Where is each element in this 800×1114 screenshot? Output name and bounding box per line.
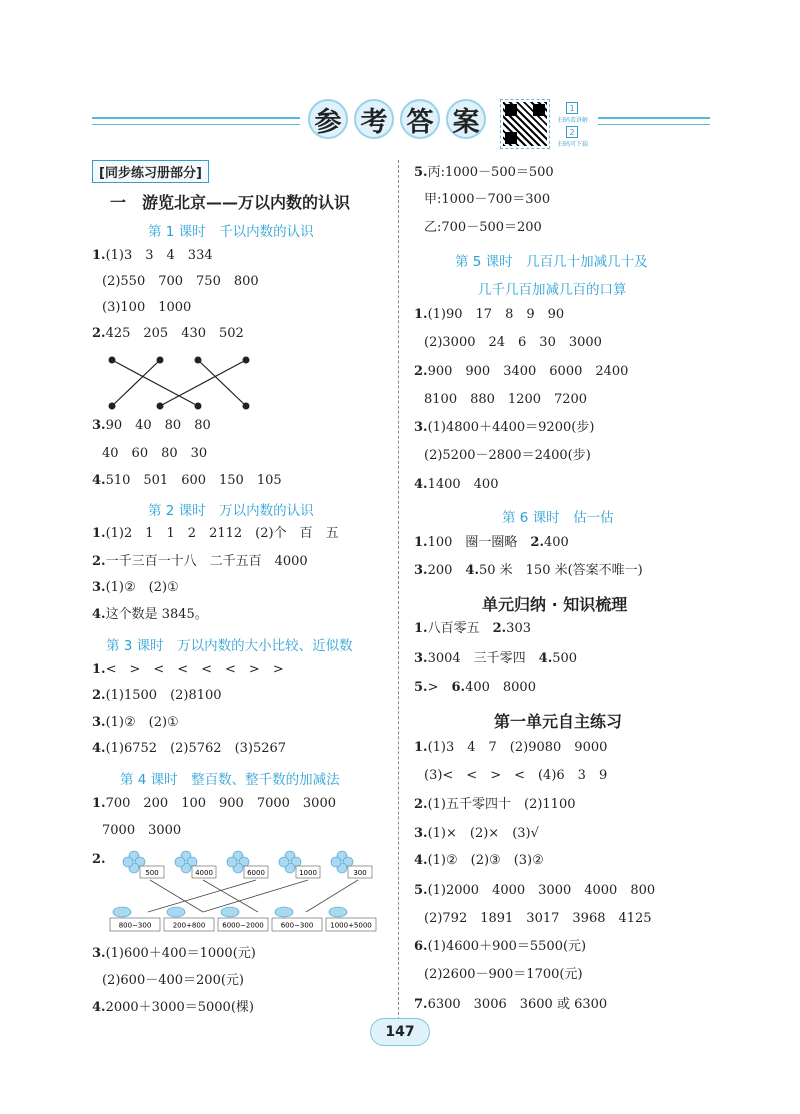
- svg-text:4000: 4000: [195, 869, 213, 877]
- answer-line: [414, 853, 544, 869]
- leaf-card: [326, 907, 376, 931]
- practice-title: 第一单元自主练习: [494, 712, 623, 731]
- answer-line: [414, 883, 655, 899]
- answer-text: 丙:1000－500＝500: [427, 165, 554, 180]
- question-number: 4.: [92, 741, 106, 756]
- answer-text: (1)② (2)①: [105, 580, 179, 595]
- answer-line: [414, 165, 554, 181]
- match-line: [160, 360, 246, 406]
- answer-line: [414, 680, 536, 696]
- answer-text: 40 60 80 30: [102, 446, 208, 461]
- answer-text: (1)6752 (2)5762 (3)5267: [105, 741, 287, 756]
- answer-text: (1)600＋400＝1000(元): [105, 946, 256, 961]
- question-number: 3.: [92, 946, 106, 961]
- question-number: 6.: [451, 680, 466, 695]
- question-number: 1.: [92, 662, 106, 677]
- question-number: 1.: [92, 796, 106, 811]
- answer-line: [92, 715, 179, 731]
- qr-step-2: 2: [566, 126, 578, 138]
- answer-line: [102, 274, 259, 290]
- lesson-heading: 第 2 课时 万以内数的认识: [148, 503, 314, 519]
- question-number: 3.: [414, 420, 428, 435]
- question-number: 2.: [92, 326, 106, 341]
- answer-text: 1400 400: [427, 477, 499, 492]
- answer-text: 8100 880 1200 7200: [424, 392, 588, 407]
- page-number: 147: [370, 1018, 430, 1046]
- page-title: [308, 99, 486, 139]
- answer-text: (3)< < > < (4)6 3 9: [424, 768, 608, 783]
- answer-text: 510 501 600 150 105: [105, 473, 282, 488]
- answer-text: 500: [552, 651, 578, 666]
- question-number: 4.: [465, 563, 479, 578]
- answer-line: [102, 446, 207, 462]
- flower-card: [175, 851, 216, 878]
- question-number: 2.: [530, 535, 544, 550]
- question-number: 2.: [92, 554, 106, 569]
- question-number: 2.: [414, 364, 428, 379]
- answer-text: 6300 3006 3600 或 6300: [427, 997, 608, 1012]
- svg-text:200+800: 200+800: [172, 921, 206, 930]
- header-rule-left-bottom: [92, 124, 300, 125]
- svg-text:300: 300: [353, 869, 367, 877]
- flower-card: [227, 851, 268, 878]
- answer-line: [92, 418, 211, 434]
- question-number: 2.: [92, 852, 106, 867]
- answer-line: [424, 192, 550, 208]
- answer-text: 甲:1000－700＝300: [424, 192, 551, 207]
- question-number: 5.: [414, 165, 428, 180]
- answer-line: [92, 326, 244, 342]
- title-char: 案: [446, 99, 486, 139]
- answer-line: [414, 997, 607, 1013]
- answer-line: [414, 826, 539, 842]
- answer-line: [92, 248, 213, 264]
- answer-line: [414, 420, 594, 436]
- answer-line: [92, 662, 284, 678]
- answer-text: 303: [506, 621, 531, 636]
- answer-text: < > < < < < > >: [105, 662, 284, 677]
- flower-card: [123, 851, 164, 878]
- answer-line: [92, 580, 179, 596]
- question-number: 5.: [414, 883, 428, 898]
- answer-line: [424, 392, 587, 408]
- answer-text: 90 40 80 80: [105, 418, 211, 433]
- question-number: 6.: [414, 939, 428, 954]
- answer-line: [92, 741, 286, 757]
- answer-text: (1)4800＋4400＝9200(步): [427, 420, 595, 435]
- answer-text: (1)2 1 1 2 2112 (2)个 百 五: [105, 526, 339, 541]
- question-number: 3.: [92, 715, 106, 730]
- answer-text: (1)3 4 7 (2)9080 9000: [427, 740, 608, 755]
- header-rule-right-bottom: [598, 124, 710, 125]
- answer-text: (1)3 3 4 334: [105, 248, 213, 263]
- answer-line: [424, 335, 602, 351]
- answer-line: [414, 740, 607, 756]
- lesson-heading: 第 4 课时 整百数、整千数的加减法: [120, 772, 340, 788]
- answer-line: [414, 651, 577, 667]
- answer-line: [92, 852, 106, 868]
- answer-text: 这个数是 3845。: [105, 607, 208, 622]
- svg-text:6000: 6000: [247, 869, 265, 877]
- answer-text: (1)五千零四十 (2)1100: [427, 797, 576, 812]
- flower-card: [331, 851, 372, 878]
- answer-text: 900 900 3400 6000 2400: [427, 364, 629, 379]
- svg-text:1000: 1000: [299, 869, 317, 877]
- answer-line: [414, 621, 531, 637]
- answer-text: 200: [427, 563, 466, 578]
- summary-title: 单元归纳 · 知识梳理: [482, 595, 628, 614]
- answer-line: [414, 477, 498, 493]
- match-line: [306, 880, 358, 912]
- question-number: 2.: [92, 688, 106, 703]
- answer-line: [92, 1000, 254, 1016]
- answer-text: (2)792 1891 3017 3968 4125: [424, 911, 652, 926]
- answer-line: [424, 768, 607, 784]
- answer-line: [92, 796, 336, 812]
- answer-text: (1)1500 (2)8100: [105, 688, 222, 703]
- answer-text: (1)× (2)× (3)√: [427, 826, 539, 841]
- section-tag: [同步练习册部分]: [92, 160, 209, 183]
- answer-text: 400 8000: [465, 680, 536, 695]
- answer-line: [102, 973, 244, 989]
- answer-text: >: [427, 680, 452, 695]
- answer-line: [92, 526, 339, 542]
- answer-line: [414, 535, 569, 551]
- flower-card: [279, 851, 320, 878]
- svg-text:500: 500: [145, 869, 159, 877]
- lesson-heading: 第 5 课时 几百几十加减几十及: [455, 254, 648, 270]
- svg-text:1000+5000: 1000+5000: [330, 921, 372, 930]
- answer-line: [92, 946, 256, 962]
- answer-line: [414, 797, 576, 813]
- svg-text:600−300: 600−300: [280, 921, 314, 930]
- question-number: 3.: [92, 418, 106, 433]
- answer-line: [424, 448, 591, 464]
- lesson-heading: 第 3 课时 万以内数的大小比较、近似数: [106, 638, 353, 654]
- answer-line: [424, 220, 542, 236]
- question-number: 4.: [538, 651, 553, 666]
- answer-line: [414, 939, 586, 955]
- question-number: 4.: [92, 473, 106, 488]
- question-number: 5.: [414, 680, 428, 695]
- answer-text: (3)100 1000: [102, 300, 192, 315]
- answer-line: [414, 563, 643, 579]
- match-line: [148, 880, 256, 912]
- match-line: [198, 360, 246, 406]
- match-line: [112, 360, 198, 406]
- answer-text: (1)90 17 8 9 90: [427, 307, 565, 322]
- answer-text: 3004 三千零四: [427, 651, 539, 666]
- flower-leaf-diagram: [108, 850, 378, 938]
- leaf-card: [272, 907, 322, 931]
- answer-text: 八百零五: [427, 621, 493, 636]
- answer-line: [414, 307, 564, 323]
- question-number: 1.: [414, 621, 428, 636]
- svg-text:800−300: 800−300: [118, 921, 152, 930]
- answer-text: 7000 3000: [102, 823, 182, 838]
- answer-line: [92, 473, 282, 489]
- header-rule-right-top: [598, 117, 710, 119]
- title-char: 答: [400, 99, 440, 139]
- answer-text: 700 200 100 900 7000 3000: [105, 796, 336, 811]
- answer-text: 一千三百一十八 二千五百 4000: [105, 554, 308, 569]
- question-number: 1.: [414, 740, 428, 755]
- question-number: 3.: [414, 651, 428, 666]
- qr-caption-1: 扫码看讲解: [558, 117, 589, 124]
- answer-line: [92, 607, 208, 623]
- lesson-heading: 第 1 课时 千以内数的认识: [148, 224, 314, 240]
- qr-code-icon[interactable]: [500, 99, 550, 149]
- answer-text: 400: [543, 535, 569, 550]
- question-number: 1.: [92, 526, 106, 541]
- answer-text: (2)600－400＝200(元): [102, 973, 244, 988]
- answer-text: (2)3000 24 6 30 3000: [424, 335, 602, 350]
- answer-text: 100 圈一圈略: [427, 535, 531, 550]
- answer-line: [92, 554, 308, 570]
- question-number: 3.: [414, 563, 428, 578]
- answer-text: (1)② (2)③ (3)②: [427, 853, 544, 868]
- qr-step-1: 1: [566, 102, 578, 114]
- leaf-card: [218, 907, 268, 931]
- answer-line: [414, 364, 628, 380]
- match-line: [112, 360, 160, 406]
- answer-text: (1)4600＋900＝5500(元): [427, 939, 587, 954]
- column-divider: [398, 160, 399, 1020]
- answer-text: (2)5200－2800＝2400(步): [424, 448, 591, 463]
- answer-text: (2)2600－900＝1700(元): [424, 967, 583, 982]
- question-number: 3.: [414, 826, 428, 841]
- title-char: 参: [308, 99, 348, 139]
- answer-line: [424, 967, 583, 983]
- answer-line: [92, 688, 222, 704]
- answer-text: 2000＋3000＝5000(棵): [105, 1000, 254, 1015]
- answer-line: [424, 911, 652, 927]
- answer-line: [102, 300, 191, 316]
- match-line: [203, 880, 308, 912]
- matching-diagram: [100, 352, 260, 414]
- svg-text:6000−2000: 6000−2000: [222, 921, 264, 930]
- answer-line: [102, 823, 181, 839]
- question-number: 4.: [92, 607, 106, 622]
- header-rule-left-top: [92, 117, 300, 119]
- answer-text: 乙:700－500＝200: [424, 220, 542, 235]
- lesson-heading: 几千几百加减几百的口算: [478, 282, 627, 298]
- question-number: 3.: [92, 580, 106, 595]
- answer-text: (1)② (2)①: [105, 715, 179, 730]
- question-number: 2.: [414, 797, 428, 812]
- answer-text: (2)550 700 750 800: [102, 274, 259, 289]
- question-number: 4.: [92, 1000, 106, 1015]
- answer-text: (1)2000 4000 3000 4000 800: [427, 883, 656, 898]
- question-number: 1.: [414, 307, 428, 322]
- question-number: 4.: [414, 853, 428, 868]
- title-char: 考: [354, 99, 394, 139]
- unit-title: 一 游览北京——万以内数的认识: [110, 193, 351, 212]
- question-number: 1.: [414, 535, 428, 550]
- lesson-heading: 第 6 课时 估一估: [502, 510, 614, 526]
- question-number: 2.: [492, 621, 507, 636]
- question-number: 7.: [414, 997, 428, 1012]
- question-number: 1.: [92, 248, 106, 263]
- qr-caption-2: 扫码可下载: [558, 141, 589, 148]
- answer-text: 50 米 150 米(答案不唯一): [478, 563, 643, 578]
- answer-text: 425 205 430 502: [105, 326, 244, 341]
- question-number: 4.: [414, 477, 428, 492]
